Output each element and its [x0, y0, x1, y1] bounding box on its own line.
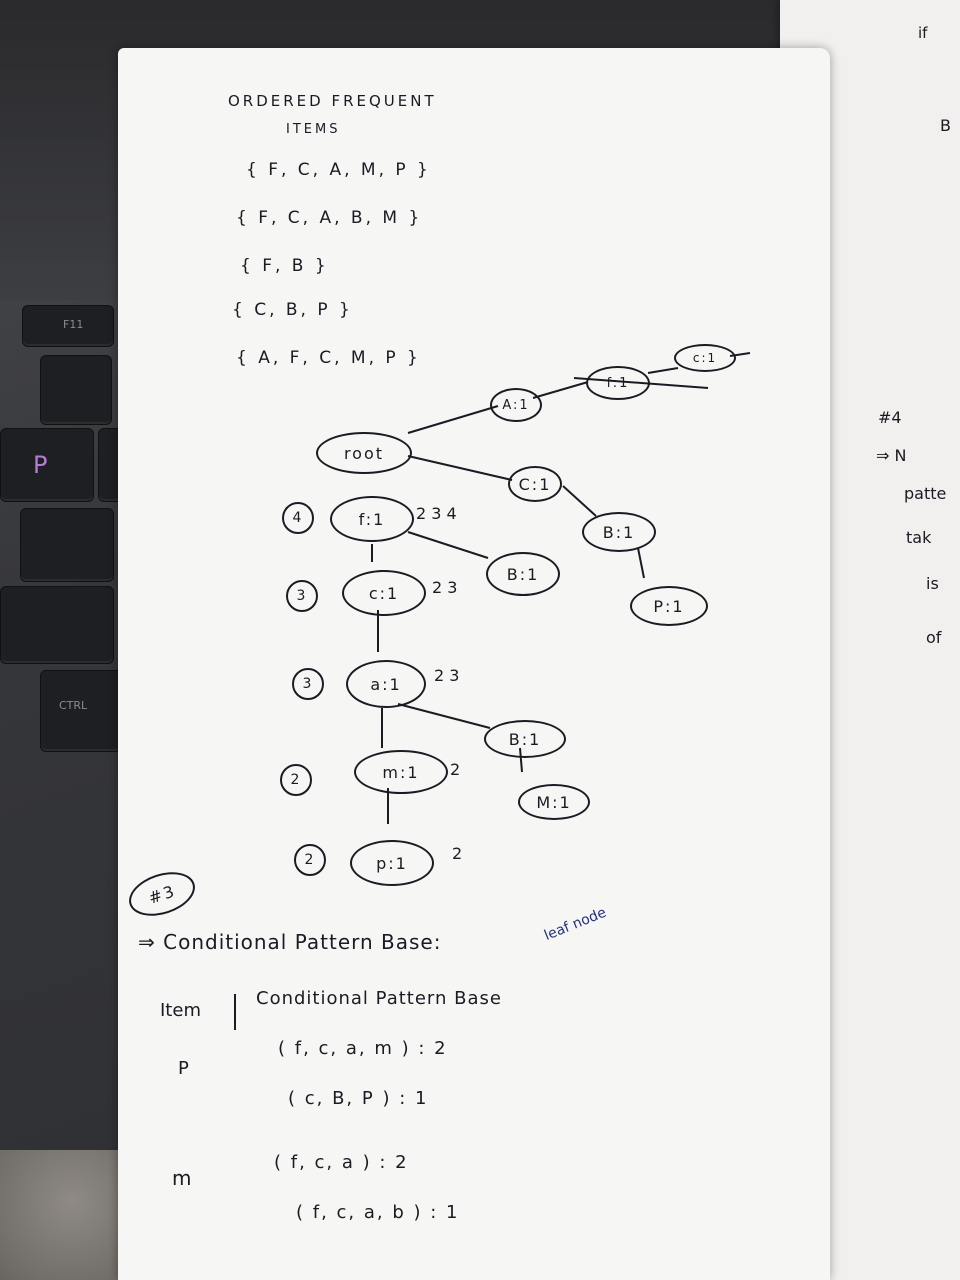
key-slash [0, 586, 114, 664]
node-c-right-label: C:1 [518, 474, 552, 494]
right-snippet-n: ⇒ N [876, 446, 907, 465]
node-circled-count-m [280, 764, 312, 796]
right-snippet-tak: tak [906, 528, 932, 547]
right-snippet-b: B [940, 116, 951, 135]
node-a-updated-count: 2 3 [434, 666, 460, 685]
node-circled-count-c [286, 580, 318, 612]
right-snippet-of: of [926, 628, 942, 647]
key-ctrl-label: CTRL [59, 699, 88, 712]
table-header-item: Item [160, 1000, 201, 1021]
key-p [0, 428, 94, 502]
key-ctrl [40, 670, 122, 752]
table-row-p-base-1: ( f, c, a, m ) : 2 [278, 1038, 448, 1059]
tree-root [316, 432, 412, 474]
right-snippet-section-4: #4 [878, 408, 902, 427]
crossed-node-a [490, 388, 542, 422]
key-f11 [22, 305, 114, 347]
tree-edges [118, 48, 830, 948]
header-items: ITEMS [286, 122, 341, 137]
notebook-page [118, 48, 830, 1280]
node-a [346, 660, 426, 708]
table-row-p-item: P [178, 1058, 189, 1079]
right-snippet-patte: patte [904, 484, 947, 503]
itemset-1: { F, C, A, M, P } [246, 160, 431, 180]
node-circled-count-a-label: 3 [302, 676, 314, 692]
node-b-right-label: B:1 [602, 522, 636, 542]
itemset-3: { F, B } [240, 256, 329, 276]
node-c [342, 570, 426, 616]
node-p-right-label: P:1 [653, 596, 685, 616]
tree-root-label: root [343, 443, 385, 463]
right-snippet-is: is [926, 574, 939, 593]
key-f11-label: F11 [63, 318, 84, 331]
itemset-4: { C, B, P } [232, 300, 353, 320]
node-p [350, 840, 434, 886]
node-m-updated-count: 2 [450, 760, 461, 779]
node-m-under-b [518, 784, 590, 820]
node-m-under-b-label: M:1 [536, 792, 572, 812]
node-b-under-f-label: B:1 [506, 564, 540, 584]
node-p-right [630, 586, 708, 626]
node-p-label: p:1 [376, 853, 408, 873]
node-circled-count-f-label: 4 [292, 510, 304, 526]
node-c-updated-count: 2 3 [432, 578, 458, 597]
leaf-node-annotation: leaf node [542, 904, 609, 944]
table-row-m-base-2: ( f, c, a, b ) : 1 [296, 1202, 460, 1223]
key-backtick [40, 355, 112, 425]
node-circled-count-m-label: 2 [290, 772, 302, 788]
node-circled-count-p [294, 844, 326, 876]
node-f [330, 496, 414, 542]
crossed-node-a-label: A:1 [502, 397, 530, 413]
node-circled-count-a [292, 668, 324, 700]
node-f-label: f:1 [358, 509, 386, 529]
crossed-node-f [586, 366, 650, 400]
table-row-m-item: m [172, 1166, 192, 1190]
node-f-updated-count: 2 3 4 [416, 504, 457, 523]
itemset-5: { A, F, C, M, P } [236, 348, 421, 368]
node-b-right [582, 512, 656, 552]
node-c-label: c:1 [368, 583, 400, 603]
crossed-node-c [674, 344, 736, 372]
node-m [354, 750, 448, 794]
right-snippet-if: if [918, 24, 928, 42]
node-circled-count-c-label: 3 [296, 588, 308, 604]
node-b-under-a [484, 720, 566, 758]
section-number: #3 [145, 880, 179, 908]
table-row-p-base-2: ( c, B, P ) : 1 [288, 1088, 429, 1109]
node-circled-count-p-label: 2 [304, 852, 316, 868]
key-p-label: P [33, 451, 48, 479]
crossed-node-c-label: c:1 [692, 351, 718, 365]
node-c-right [508, 466, 562, 502]
header-ordered-frequent: ORDERED FREQUENT [228, 92, 437, 110]
key-semicolon [20, 508, 114, 582]
section-title: ⇒ Conditional Pattern Base: [138, 930, 442, 954]
node-circled-count-f [282, 502, 314, 534]
itemset-2: { F, C, A, B, M } [236, 208, 423, 228]
node-p-updated-count: 2 [452, 844, 463, 863]
node-b-under-a-label: B:1 [508, 729, 542, 749]
node-m-label: m:1 [382, 762, 420, 782]
table-divider [234, 994, 236, 1030]
node-a-label: a:1 [370, 674, 402, 694]
table-header-base: Conditional Pattern Base [256, 988, 502, 1009]
node-b-under-f [486, 552, 560, 596]
table-row-m-base-1: ( f, c, a ) : 2 [274, 1152, 409, 1173]
crossed-node-f-label: f:1 [606, 375, 630, 391]
